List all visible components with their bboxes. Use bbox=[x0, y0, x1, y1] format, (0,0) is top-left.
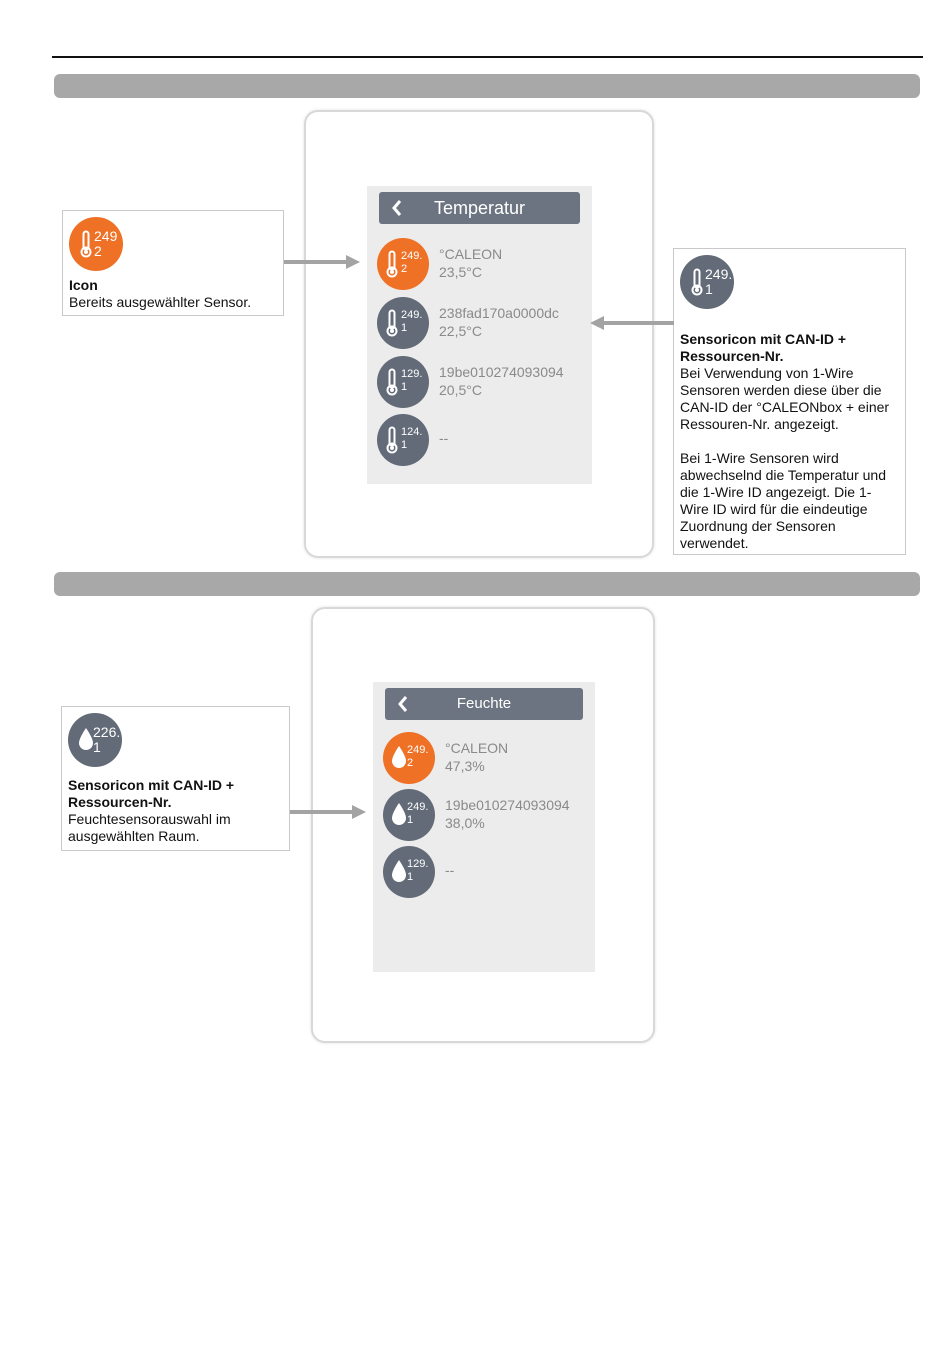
sensor-icon-large: 226. 1 bbox=[68, 713, 122, 767]
sensor-row[interactable] bbox=[377, 297, 582, 351]
callout-humidity bbox=[61, 706, 290, 851]
sensor-icon: 249. 2 bbox=[383, 732, 435, 784]
sensor-value: 47,3% bbox=[445, 758, 485, 774]
sensor-row[interactable] bbox=[383, 846, 585, 900]
callout-text: Feuchtesensorauswahl im ausgewählten Raum. bbox=[68, 811, 231, 844]
callout-text: Bei 1-Wire Sensoren wird abwechselnd die Temperatur und die 1-Wire ID angezeigt. Die 1-Wire ID wird für die eindeutige Zuordnung der Sensoren verwendet. bbox=[680, 450, 886, 551]
sensor-name: 19be010274093094 bbox=[439, 364, 564, 380]
thermometer-icon bbox=[385, 250, 399, 278]
callout-title: Icon bbox=[69, 277, 98, 293]
sensor-value-empty: -- bbox=[439, 430, 449, 446]
sensor-row[interactable] bbox=[383, 732, 585, 786]
sensor-icon-large: 249 2 bbox=[69, 217, 123, 271]
sensor-name: 19be010274093094 bbox=[445, 797, 570, 813]
sensor-icon: 249. 1 bbox=[383, 789, 435, 841]
sensor-info bbox=[445, 796, 570, 832]
sensor-value-empty: -- bbox=[445, 862, 455, 878]
arrow-left bbox=[588, 315, 674, 331]
device-frame-temperature bbox=[304, 110, 654, 558]
water-drop-icon bbox=[391, 744, 407, 770]
screen-title: Temperatur bbox=[433, 198, 526, 218]
device-frame-humidity bbox=[311, 607, 655, 1043]
thermometer-icon bbox=[690, 268, 704, 296]
section-bar-temperature bbox=[54, 74, 920, 98]
sensor-info bbox=[445, 739, 508, 775]
sensor-icon: 129. 1 bbox=[377, 356, 429, 408]
sensor-row[interactable] bbox=[383, 789, 585, 843]
callout-title: Sensoricon mit CAN-ID + Ressourcen-Nr. bbox=[68, 777, 235, 810]
sensor-icon: 124. 1 bbox=[377, 414, 429, 466]
sensor-row[interactable] bbox=[377, 238, 582, 292]
sensor-value: 22,5°C bbox=[439, 323, 482, 339]
water-drop-icon bbox=[391, 801, 407, 827]
sensor-value: 20,5°C bbox=[439, 382, 482, 398]
sensor-name: °CALEON bbox=[445, 740, 509, 756]
screen-header bbox=[379, 192, 580, 224]
thermometer-icon bbox=[385, 368, 399, 396]
arrow-right bbox=[290, 804, 370, 820]
sensor-value: 38,0% bbox=[445, 815, 485, 831]
sensor-info bbox=[439, 304, 559, 340]
sensor-icon: 129. 1 bbox=[383, 846, 435, 898]
water-drop-icon bbox=[391, 858, 407, 884]
screen-header bbox=[385, 688, 583, 720]
arrow-right bbox=[284, 254, 362, 270]
sensor-row[interactable] bbox=[377, 356, 582, 410]
section-bar-humidity bbox=[54, 572, 920, 596]
callout-text: Bei Verwendung von 1-Wire Sensoren werden diese über die CAN-ID der °CALEONbox + einer Ressouren-Nr. angezeigt. bbox=[680, 365, 890, 432]
sensor-name: 238fad170a0000dc bbox=[439, 305, 559, 321]
sensor-name: °CALEON bbox=[439, 246, 503, 262]
top-rule bbox=[52, 56, 923, 58]
sensor-icon: 249. 1 bbox=[377, 297, 429, 349]
thermometer-icon bbox=[79, 230, 93, 258]
callout-sensoricon bbox=[673, 248, 906, 555]
temperature-screen bbox=[367, 186, 592, 484]
sensor-info bbox=[439, 245, 502, 281]
callout-title: Sensoricon mit CAN-ID + Ressourcen-Nr. bbox=[680, 331, 847, 364]
thermometer-icon bbox=[385, 309, 399, 337]
callout-text: Bereits ausgewählter Sensor. bbox=[69, 294, 252, 310]
sensor-icon: 249. 2 bbox=[377, 238, 429, 290]
thermometer-icon bbox=[385, 426, 399, 454]
callout-icon bbox=[62, 210, 284, 316]
water-drop-icon bbox=[78, 726, 94, 752]
humidity-screen bbox=[373, 682, 595, 972]
sensor-info bbox=[439, 363, 564, 399]
sensor-icon-large: 249. 1 bbox=[680, 255, 734, 309]
screen-title: Feuchte bbox=[456, 695, 512, 712]
sensor-row[interactable] bbox=[377, 414, 582, 468]
sensor-value: 23,5°C bbox=[439, 264, 482, 280]
